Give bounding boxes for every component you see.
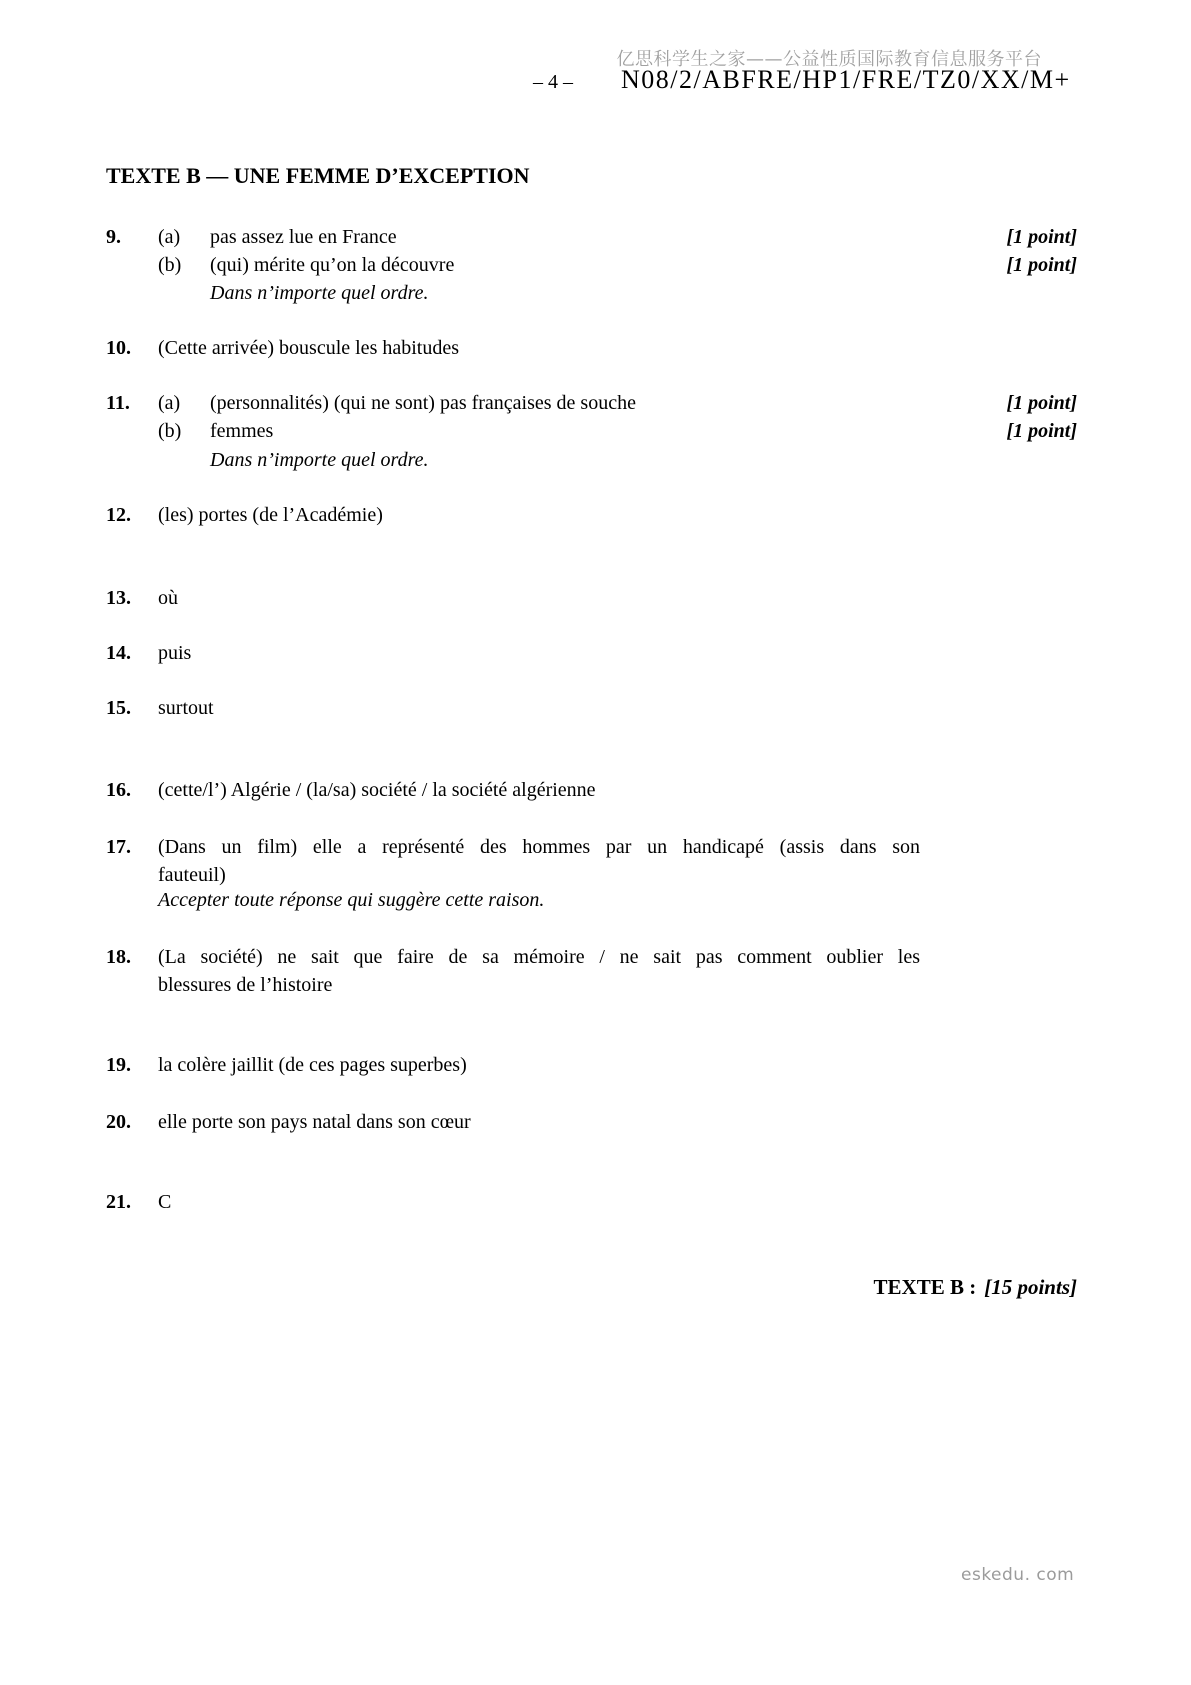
answer-row-13 (106, 584, 178, 612)
answer-row-11b (158, 417, 273, 445)
answer-row-18 (106, 943, 920, 999)
answer-text: la colère jaillit (de ces pages superbes) (158, 1054, 467, 1076)
answer-row-11a (106, 389, 636, 417)
answer-row-17 (106, 833, 920, 889)
footer-watermark: eskedu. com (961, 1565, 1075, 1585)
answer-row-20 (106, 1108, 471, 1136)
answer-row-15 (106, 694, 214, 722)
answer-text: pas assez lue en France (210, 226, 397, 248)
answer-text: (personnalités) (qui ne sont) pas françaises de souche (210, 392, 636, 414)
answer-text-line: (La société) ne sait que faire de sa mémoire / ne sait pas comment oublier les (158, 946, 920, 968)
paper-code: N08/2/ABFRE/HP1/FRE/TZ0/XX/M+ (621, 65, 1071, 94)
header-watermark: 亿思科学生之家——公益性质国际教育信息服务平台 (616, 49, 1042, 70)
page-number: – 4 – (533, 71, 573, 93)
points-badge: [1 point] (1006, 254, 1077, 276)
question-number: 15. (106, 697, 131, 719)
answer-row-10 (106, 334, 459, 362)
answer-row-9b (158, 251, 454, 279)
answer-text: (les) portes (de l’Académie) (158, 504, 383, 526)
answer-text: (qui) mérite qu’on la découvre (210, 254, 455, 276)
section-title: TEXTE B — UNE FEMME D’EXCEPTION (106, 163, 530, 188)
section-total (874, 1273, 1077, 1301)
question-number: 17. (106, 836, 131, 858)
answer-text-line: fauteuil) (158, 864, 226, 886)
answer-text: où (158, 587, 178, 609)
question-number: 16. (106, 779, 131, 801)
order-note: Dans n’importe quel ordre. (210, 282, 429, 304)
answer-text-block (158, 833, 920, 889)
answer-text: (cette/l’) Algérie / (la/sa) société / la société algérienne (158, 779, 596, 801)
question-number: 13. (106, 587, 131, 609)
accept-note: Accepter toute réponse qui suggère cette raison. (158, 889, 545, 911)
answer-row-9a (106, 223, 397, 251)
question-number: 11. (106, 392, 130, 414)
question-number: 12. (106, 504, 131, 526)
question-number: 19. (106, 1054, 131, 1076)
answer-text-line: (Dans un film) elle a représenté des hommes par un handicapé (assis dans son (158, 836, 920, 858)
points-badge: [1 point] (1006, 420, 1077, 442)
answer-text: C (158, 1191, 172, 1213)
answer-row-12 (106, 501, 383, 529)
question-number: 14. (106, 642, 131, 664)
section-total-points: [15 points] (984, 1275, 1077, 1299)
answer-row-21 (106, 1188, 171, 1216)
part-letter: (a) (158, 226, 181, 248)
answer-row-14 (106, 639, 191, 667)
points-badge: [1 point] (1006, 392, 1077, 414)
points-badge: [1 point] (1006, 226, 1077, 248)
part-letter: (b) (158, 254, 182, 276)
part-letter: (b) (158, 420, 182, 442)
question-number: 20. (106, 1111, 131, 1133)
question-number: 21. (106, 1191, 131, 1213)
order-note: Dans n’importe quel ordre. (210, 449, 429, 471)
section-total-label: TEXTE B : (873, 1275, 977, 1299)
answer-text: surtout (158, 697, 214, 719)
question-number: 10. (106, 337, 131, 359)
answer-text: (Cette arrivée) bouscule les habitudes (158, 337, 459, 359)
answer-text-block (158, 943, 920, 999)
answer-text: puis (158, 642, 192, 664)
answer-text-line: blessures de l’histoire (158, 974, 333, 996)
part-letter: (a) (158, 392, 181, 414)
question-number: 18. (106, 946, 131, 968)
question-number: 9. (106, 226, 121, 248)
answer-row-16 (106, 776, 596, 804)
answer-row-19 (106, 1051, 467, 1079)
answer-text: femmes (210, 420, 274, 442)
answer-text: elle porte son pays natal dans son cœur (158, 1111, 471, 1133)
